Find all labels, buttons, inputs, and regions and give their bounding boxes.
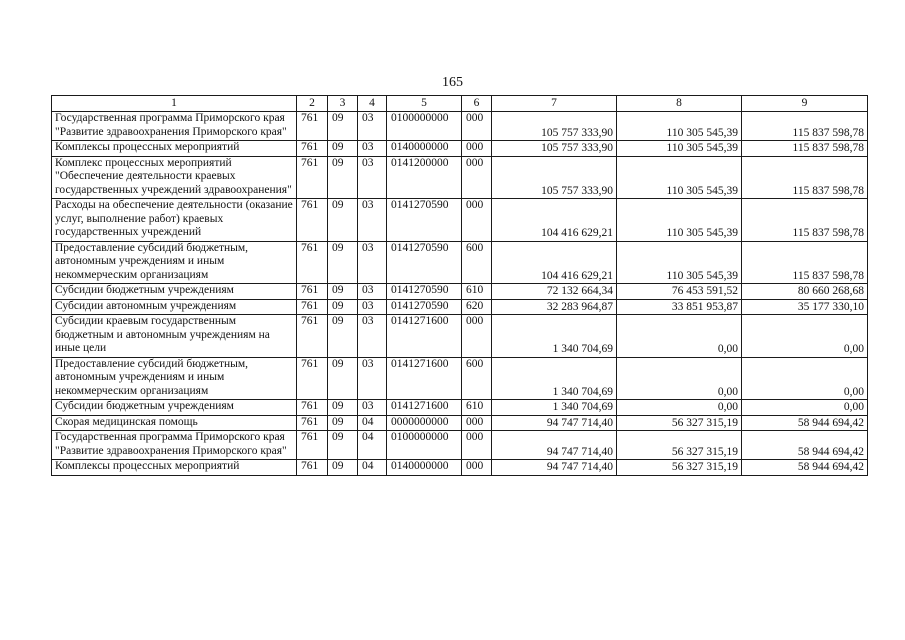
code-col-3: 09	[328, 357, 358, 400]
code-col-2: 761	[297, 112, 328, 141]
code-col-6: 000	[462, 315, 492, 358]
amount-col-9: 115 837 598,78	[742, 156, 868, 199]
amount-col-9: 0,00	[742, 400, 868, 416]
amount-col-9: 58 944 694,42	[742, 460, 868, 476]
amount-col-7: 105 757 333,90	[492, 141, 617, 157]
amount-col-7: 94 747 714,40	[492, 415, 617, 431]
amount-col-7: 72 132 664,34	[492, 284, 617, 300]
code-col-6: 620	[462, 299, 492, 315]
amount-col-9: 35 177 330,10	[742, 299, 868, 315]
code-col-6: 000	[462, 112, 492, 141]
amount-col-8: 56 327 315,19	[617, 460, 742, 476]
code-col-2: 761	[297, 400, 328, 416]
amount-col-9: 58 944 694,42	[742, 415, 868, 431]
code-col-3: 09	[328, 431, 358, 460]
amount-col-7: 94 747 714,40	[492, 431, 617, 460]
row-name: Скорая медицинская помощь	[52, 415, 297, 431]
code-col-4: 03	[358, 357, 387, 400]
column-header: 3	[328, 96, 358, 112]
code-col-2: 761	[297, 241, 328, 284]
table-row	[52, 112, 868, 141]
amount-col-7: 104 416 629,21	[492, 199, 617, 242]
code-col-6: 600	[462, 357, 492, 400]
code-col-5: 0100000000	[387, 112, 462, 141]
amount-col-7: 104 416 629,21	[492, 241, 617, 284]
code-col-5: 0141200000	[387, 156, 462, 199]
amount-col-8: 56 327 315,19	[617, 431, 742, 460]
code-col-6: 000	[462, 156, 492, 199]
table-row	[52, 415, 868, 431]
amount-col-9: 115 837 598,78	[742, 112, 868, 141]
code-col-3: 09	[328, 112, 358, 141]
code-col-6: 610	[462, 284, 492, 300]
table-row	[52, 141, 868, 157]
code-col-3: 09	[328, 400, 358, 416]
code-col-6: 000	[462, 141, 492, 157]
amount-col-9: 0,00	[742, 315, 868, 358]
code-col-5: 0141270590	[387, 284, 462, 300]
row-name: Предоставление субсидий бюджетным, автономным учреждениям и иным некоммерческим организациям	[52, 241, 297, 284]
column-header: 6	[462, 96, 492, 112]
table-header-row	[52, 96, 868, 112]
code-col-3: 09	[328, 415, 358, 431]
amount-col-7: 32 283 964,87	[492, 299, 617, 315]
code-col-3: 09	[328, 460, 358, 476]
code-col-5: 0140000000	[387, 141, 462, 157]
amount-col-9: 115 837 598,78	[742, 199, 868, 242]
code-col-4: 03	[358, 299, 387, 315]
amount-col-9: 115 837 598,78	[742, 141, 868, 157]
amount-col-7: 94 747 714,40	[492, 460, 617, 476]
code-col-2: 761	[297, 199, 328, 242]
table-row	[52, 315, 868, 358]
code-col-4: 03	[358, 400, 387, 416]
code-col-4: 03	[358, 112, 387, 141]
table-row	[52, 299, 868, 315]
table-row	[52, 357, 868, 400]
code-col-2: 761	[297, 357, 328, 400]
code-col-6: 610	[462, 400, 492, 416]
code-col-2: 761	[297, 315, 328, 358]
code-col-4: 04	[358, 431, 387, 460]
row-name: Государственная программа Приморского края "Развитие здравоохранения Приморского края"	[52, 112, 297, 141]
row-name: Комплексы процессных мероприятий	[52, 141, 297, 157]
code-col-4: 04	[358, 415, 387, 431]
code-col-6: 600	[462, 241, 492, 284]
code-col-3: 09	[328, 156, 358, 199]
code-col-2: 761	[297, 284, 328, 300]
column-header: 2	[297, 96, 328, 112]
amount-col-8: 0,00	[617, 315, 742, 358]
code-col-4: 03	[358, 241, 387, 284]
code-col-5: 0140000000	[387, 460, 462, 476]
code-col-3: 09	[328, 315, 358, 358]
table-row	[52, 460, 868, 476]
amount-col-9: 58 944 694,42	[742, 431, 868, 460]
code-col-4: 03	[358, 315, 387, 358]
row-name: Субсидии бюджетным учреждениям	[52, 400, 297, 416]
code-col-5: 0141270590	[387, 241, 462, 284]
code-col-3: 09	[328, 141, 358, 157]
amount-col-7: 105 757 333,90	[492, 112, 617, 141]
code-col-5: 0141271600	[387, 315, 462, 358]
amount-col-9: 80 660 268,68	[742, 284, 868, 300]
amount-col-9: 0,00	[742, 357, 868, 400]
column-header: 8	[617, 96, 742, 112]
column-header: 9	[742, 96, 868, 112]
code-col-2: 761	[297, 415, 328, 431]
code-col-3: 09	[328, 284, 358, 300]
code-col-5: 0141271600	[387, 400, 462, 416]
table-row	[52, 400, 868, 416]
code-col-6: 000	[462, 431, 492, 460]
column-header: 4	[358, 96, 387, 112]
code-col-3: 09	[328, 299, 358, 315]
amount-col-7: 105 757 333,90	[492, 156, 617, 199]
column-header: 7	[492, 96, 617, 112]
code-col-2: 761	[297, 431, 328, 460]
amount-col-8: 110 305 545,39	[617, 156, 742, 199]
code-col-4: 03	[358, 156, 387, 199]
page-number: 165	[442, 75, 463, 90]
amount-col-8: 33 851 953,87	[617, 299, 742, 315]
amount-col-7: 1 340 704,69	[492, 400, 617, 416]
code-col-2: 761	[297, 460, 328, 476]
row-name: Комплексы процессных мероприятий	[52, 460, 297, 476]
amount-col-8: 110 305 545,39	[617, 241, 742, 284]
amount-col-8: 0,00	[617, 400, 742, 416]
code-col-3: 09	[328, 199, 358, 242]
table-row	[52, 241, 868, 284]
table-row	[52, 431, 868, 460]
row-name: Комплекс процессных мероприятий "Обеспечение деятельности краевых государственных учреждений здравоохранения"	[52, 156, 297, 199]
budget-table	[51, 95, 868, 476]
amount-col-8: 76 453 591,52	[617, 284, 742, 300]
code-col-6: 000	[462, 460, 492, 476]
code-col-5: 0000000000	[387, 415, 462, 431]
code-col-2: 761	[297, 156, 328, 199]
amount-col-7: 1 340 704,69	[492, 315, 617, 358]
table-row	[52, 284, 868, 300]
row-name: Субсидии краевым государственным бюджетным и автономным учреждениям на иные цели	[52, 315, 297, 358]
code-col-2: 761	[297, 299, 328, 315]
column-header: 1	[52, 96, 297, 112]
column-header: 5	[387, 96, 462, 112]
amount-col-8: 110 305 545,39	[617, 199, 742, 242]
code-col-3: 09	[328, 241, 358, 284]
row-name: Расходы на обеспечение деятельности (оказание услуг, выполнение работ) краевых государственных учреждений	[52, 199, 297, 242]
row-name: Предоставление субсидий бюджетным, автономным учреждениям и иным некоммерческим организациям	[52, 357, 297, 400]
code-col-2: 761	[297, 141, 328, 157]
amount-col-8: 56 327 315,19	[617, 415, 742, 431]
code-col-4: 03	[358, 199, 387, 242]
amount-col-7: 1 340 704,69	[492, 357, 617, 400]
code-col-5: 0141270590	[387, 199, 462, 242]
table-row	[52, 199, 868, 242]
row-name: Субсидии автономным учреждениям	[52, 299, 297, 315]
code-col-5: 0100000000	[387, 431, 462, 460]
amount-col-8: 110 305 545,39	[617, 112, 742, 141]
amount-col-9: 115 837 598,78	[742, 241, 868, 284]
row-name: Государственная программа Приморского края "Развитие здравоохранения Приморского края"	[52, 431, 297, 460]
code-col-6: 000	[462, 415, 492, 431]
code-col-5: 0141270590	[387, 299, 462, 315]
code-col-5: 0141271600	[387, 357, 462, 400]
amount-col-8: 110 305 545,39	[617, 141, 742, 157]
code-col-6: 000	[462, 199, 492, 242]
table-row	[52, 156, 868, 199]
code-col-4: 03	[358, 141, 387, 157]
amount-col-8: 0,00	[617, 357, 742, 400]
row-name: Субсидии бюджетным учреждениям	[52, 284, 297, 300]
code-col-4: 03	[358, 284, 387, 300]
code-col-4: 04	[358, 460, 387, 476]
